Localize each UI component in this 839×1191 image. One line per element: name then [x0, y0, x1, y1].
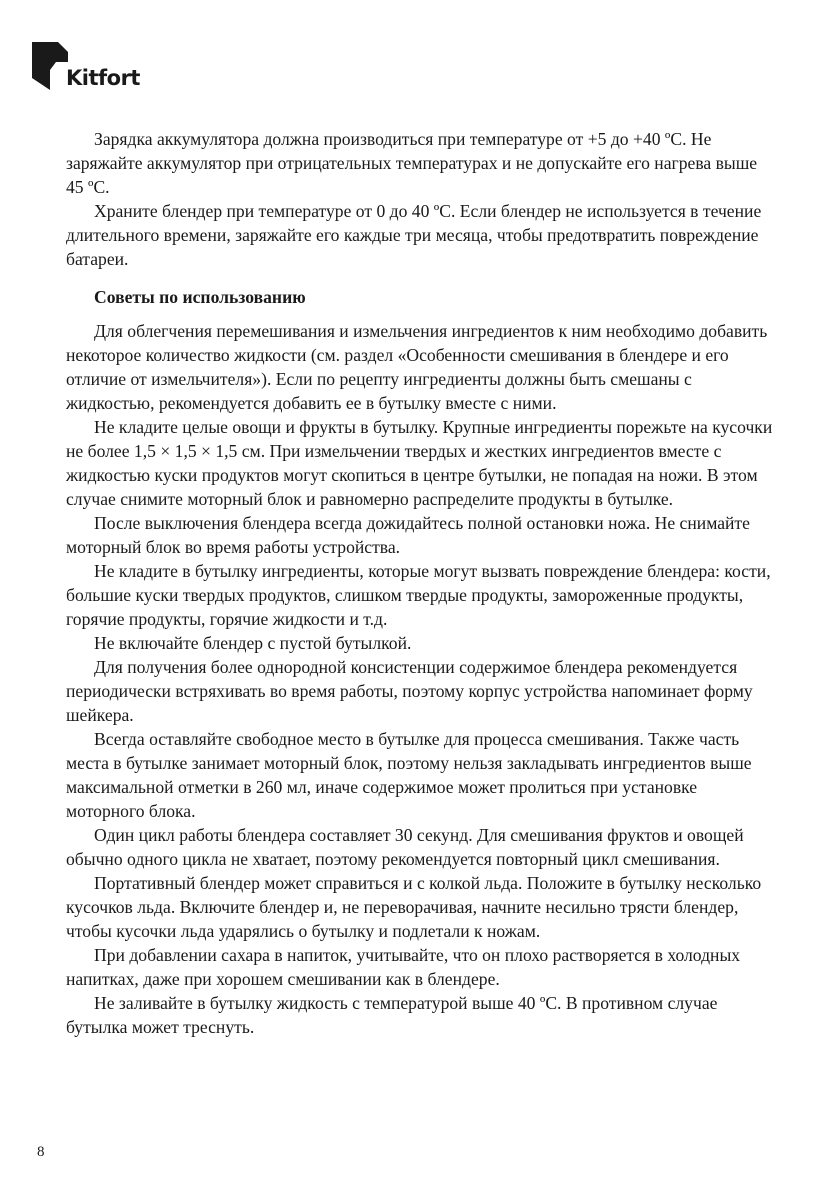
- section-paragraph: После выключения блендера всегда дожидайтесь полной остановки ножа. Не снимайте моторный блок во время работы устройства.: [66, 513, 750, 557]
- section-paragraph: При добавлении сахара в напиток, учитывайте, что он плохо растворяется в холодных напитках, даже при хорошем смешивании как в блендере.: [66, 945, 741, 989]
- intro-paragraph: Зарядка аккумулятора должна производиться при температуре от +5 до +40 ºС. Не заряжайте аккумулятор при отрицательных температурах и не допускайте его нагрева выше 45 ºС.: [66, 129, 758, 197]
- section-paragraph: Портативный блендер может справиться и с колкой льда. Положите в бутылку несколько кусочков льда. Включите блендер и, не переворачивая, начните несильно трясти блендер, чтобы кусочки льда ударялись о бутылку и подлетали к ножам.: [66, 873, 762, 941]
- section-paragraph: Всегда оставляйте свободное место в бутылке для процесса смешивания. Также часть места в бутылке занимает моторный блок, поэтому нельзя закладывать ингредиентов выше максимальной отметки в 260 мл, иначе содержимое может пролиться при установке моторного блока.: [66, 729, 752, 821]
- brand-name: Kitfort: [66, 66, 140, 90]
- section-paragraph: Не заливайте в бутылку жидкость с температурой выше 40 ºС. В противном случае бутылка может треснуть.: [66, 993, 718, 1037]
- kitfort-logo-mark-icon: [30, 40, 70, 92]
- section-paragraph: Для облегчения перемешивания и измельчения ингредиентов к ним необходимо добавить некоторое количество жидкости (см. раздел «Особенности смешивания в блендере и его отличие от измельчителя»). Если по рецепту ингредиенты должны быть смешаны с жидкостью, рекомендуется добавить ее в бутылку вместе с ними.: [66, 321, 768, 413]
- page-content: [66, 127, 778, 1039]
- intro-paragraph: Храните блендер при температуре от 0 до 40 ºС. Если блендер не используется в течение длительного времени, заряжайте его каждые три месяца, чтобы предотвратить повреждение батареи.: [66, 201, 762, 269]
- section-paragraph: Для получения более однородной консистенции содержимое блендера рекомендуется периодически встряхивать во время работы, поэтому корпус устройства напоминает форму шейкера.: [66, 657, 753, 725]
- section-paragraph: Один цикл работы блендера составляет 30 секунд. Для смешивания фруктов и овощей обычно одного цикла не хватает, поэтому рекомендуется повторный цикл смешивания.: [66, 825, 744, 869]
- section-paragraph: Не включайте блендер с пустой бутылкой.: [94, 633, 412, 653]
- page-number: 8: [37, 1144, 45, 1160]
- section-paragraph: Не кладите в бутылку ингредиенты, которые могут вызвать повреждение блендера: кости, большие куски твердых продуктов, слишком твердые продукты, замороженные продукты, горячие продукты, горячие жидкости и т.д.: [66, 561, 771, 629]
- section-heading: Советы по использованию: [94, 287, 306, 307]
- kitfort-logo: [30, 40, 140, 96]
- section-paragraph: Не кладите целые овощи и фрукты в бутылку. Крупные ингредиенты порежьте на кусочки не более 1,5 × 1,5 × 1,5 см. При измельчении твердых и жестких ингредиентов вместе с жидкостью куски продуктов могут скопиться в центре бутылки, не попадая на ножи. В этом случае снимите моторный блок и равномерно распределите продукты в бутылке.: [66, 417, 773, 509]
